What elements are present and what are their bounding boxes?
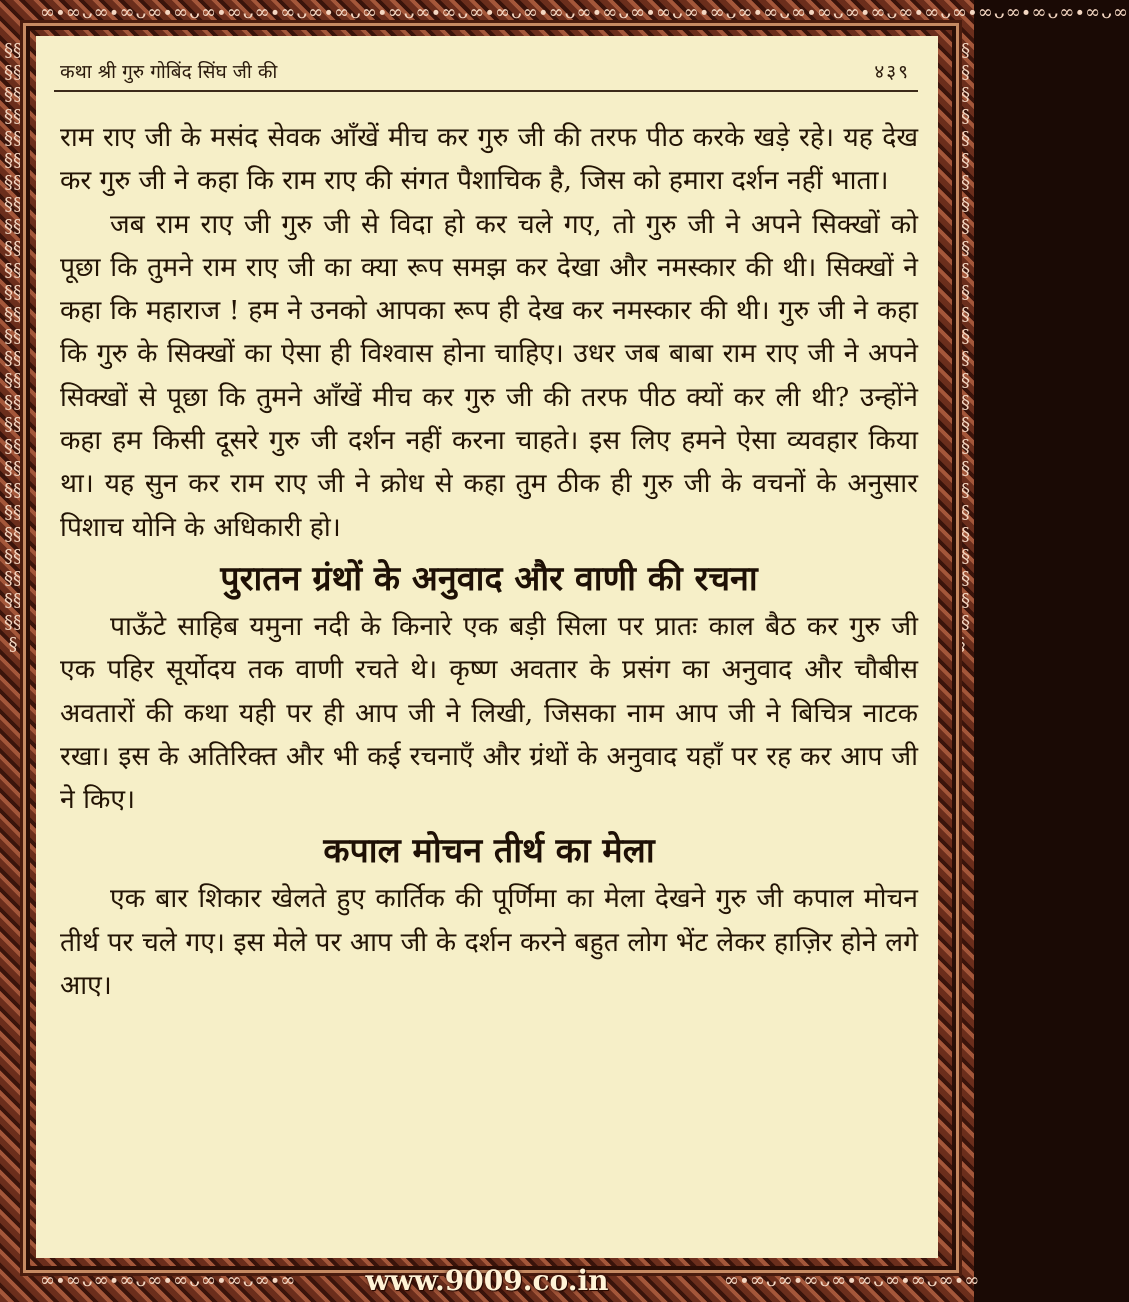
- paragraph-4: एक बार शिकार खेलते हुए कार्तिक की पूर्णिमा का मेला देखने गुरु जी कपाल मोचन तीर्थ पर चले गए। इस मेले पर आप जी के दर्शन करने बहुत लोग भेंट लेकर हाज़िर होने लगे आए।: [60, 883, 918, 1002]
- header-title: कथा श्री गुरु गोबिंद सिंघ जी की: [60, 61, 278, 83]
- bottom-right-ornament: ∞∙∞ᴗ∞∙∞ᴗ∞∙∞ᴗ∞∙∞ᴗ∞∙∞: [724, 1270, 981, 1291]
- section-heading-translation: पुरातन ग्रंथों के अनुवाद और वाणी की रचना: [220, 558, 758, 599]
- top-border-ornament: ∞∙∞ᴗ∞∙∞ᴗ∞∙∞ᴗ∞∙∞ᴗ∞∙∞ᴗ∞∙∞ᴗ∞∙∞ᴗ∞∙∞ᴗ∞∙∞ᴗ∞∙∞ᴗ∞∙∞ᴗ∞∙∞ᴗ∞∙∞ᴗ∞∙∞ᴗ∞∙∞ᴗ∞∙∞ᴗ∞∙∞ᴗ∞∙∞ᴗ∞∙∞ᴗ∞∙∞ᴗ∞: [40, 2, 1129, 23]
- bottom-left-ornament: ∞∙∞ᴗ∞∙∞ᴗ∞∙∞ᴗ∞∙∞ᴗ∞∙∞: [40, 1270, 297, 1291]
- paragraph-3: पाऊँटे साहिब यमुना नदी के किनारे एक बड़ी सिला पर प्रातः काल बैठ कर गुरु जी एक पहिर सूर्योदय तक वाणी रचते थे। कृष्ण अवतार के प्रसंग का अनुवाद और चौबीस अवतारों की कथा यही पर ही आप जी ने लिखी, जिसका नाम आप जी ने बिचित्र नाटक रखा। इस के अतिरिक्त और भी कई रचनाएँ और ग्रंथों के अनुवाद यहाँ पर रह कर आप जी ने किए।: [60, 610, 918, 816]
- section-heading-kapal-mochan: कपाल मोचन तीर्थ का मेला: [323, 831, 655, 872]
- paragraph-1: राम राए जी के मसंद सेवक आँखें मीच कर गुरु जी की तरफ पीठ करके खड़े रहे। यह देख कर गुरु जी ने कहा कि राम राए की संगत पैशाचिक है, जिस को हमारा दर्शन नहीं भाता।: [60, 122, 918, 197]
- right-border-ornament: §§§§§§§§§§§§§§§§§§§§§§§§§§§§§§§§§§§§§§§§§§§§§§§§§§§§§§§: [952, 40, 970, 655]
- running-header: [54, 54, 918, 92]
- website-link[interactable]: www.9009.co.in: [365, 1264, 609, 1297]
- left-border-ornament: §§§§§§§§§§§§§§§§§§§§§§§§§§§§§§§§§§§§§§§§§§§§§§§§§§§§§§§: [4, 40, 22, 655]
- page-body: [60, 116, 918, 1007]
- paragraph-2: जब राम राए जी गुरु जी से विदा हो कर चले गए, तो गुरु जी ने अपने सिक्खों को पूछा कि तुमने राम राए जी का क्या रूप समझ कर देखा और नमस्कार की थी। सिक्खों ने कहा कि महाराज ! हम ने उनको आपका रूप ही देख कर नमस्कार की थी। गुरु जी ने कहा कि गुरु के सिक्खों का ऐसा ही विश्वास होना चाहिए। उधर जब बाबा राम राए जी ने अपने सिक्खों से पूछा कि तुमने आँखें मीच कर गुरु जी की तरफ पीठ क्यों कर ली थी? उन्होंने कहा हम किसी दूसरे गुरु जी दर्शन नहीं करना चाहते। इस लिए हमने ऐसा व्यवहार किया था। यह सुन कर राम राए जी ने क्रोध से कहा तुम ठीक ही गुरु जी के वचनों के अनुसार पिशाच योनि के अधिकारी हो।: [60, 208, 918, 543]
- book-page: [36, 36, 938, 1258]
- page-number: ४३९: [874, 61, 910, 83]
